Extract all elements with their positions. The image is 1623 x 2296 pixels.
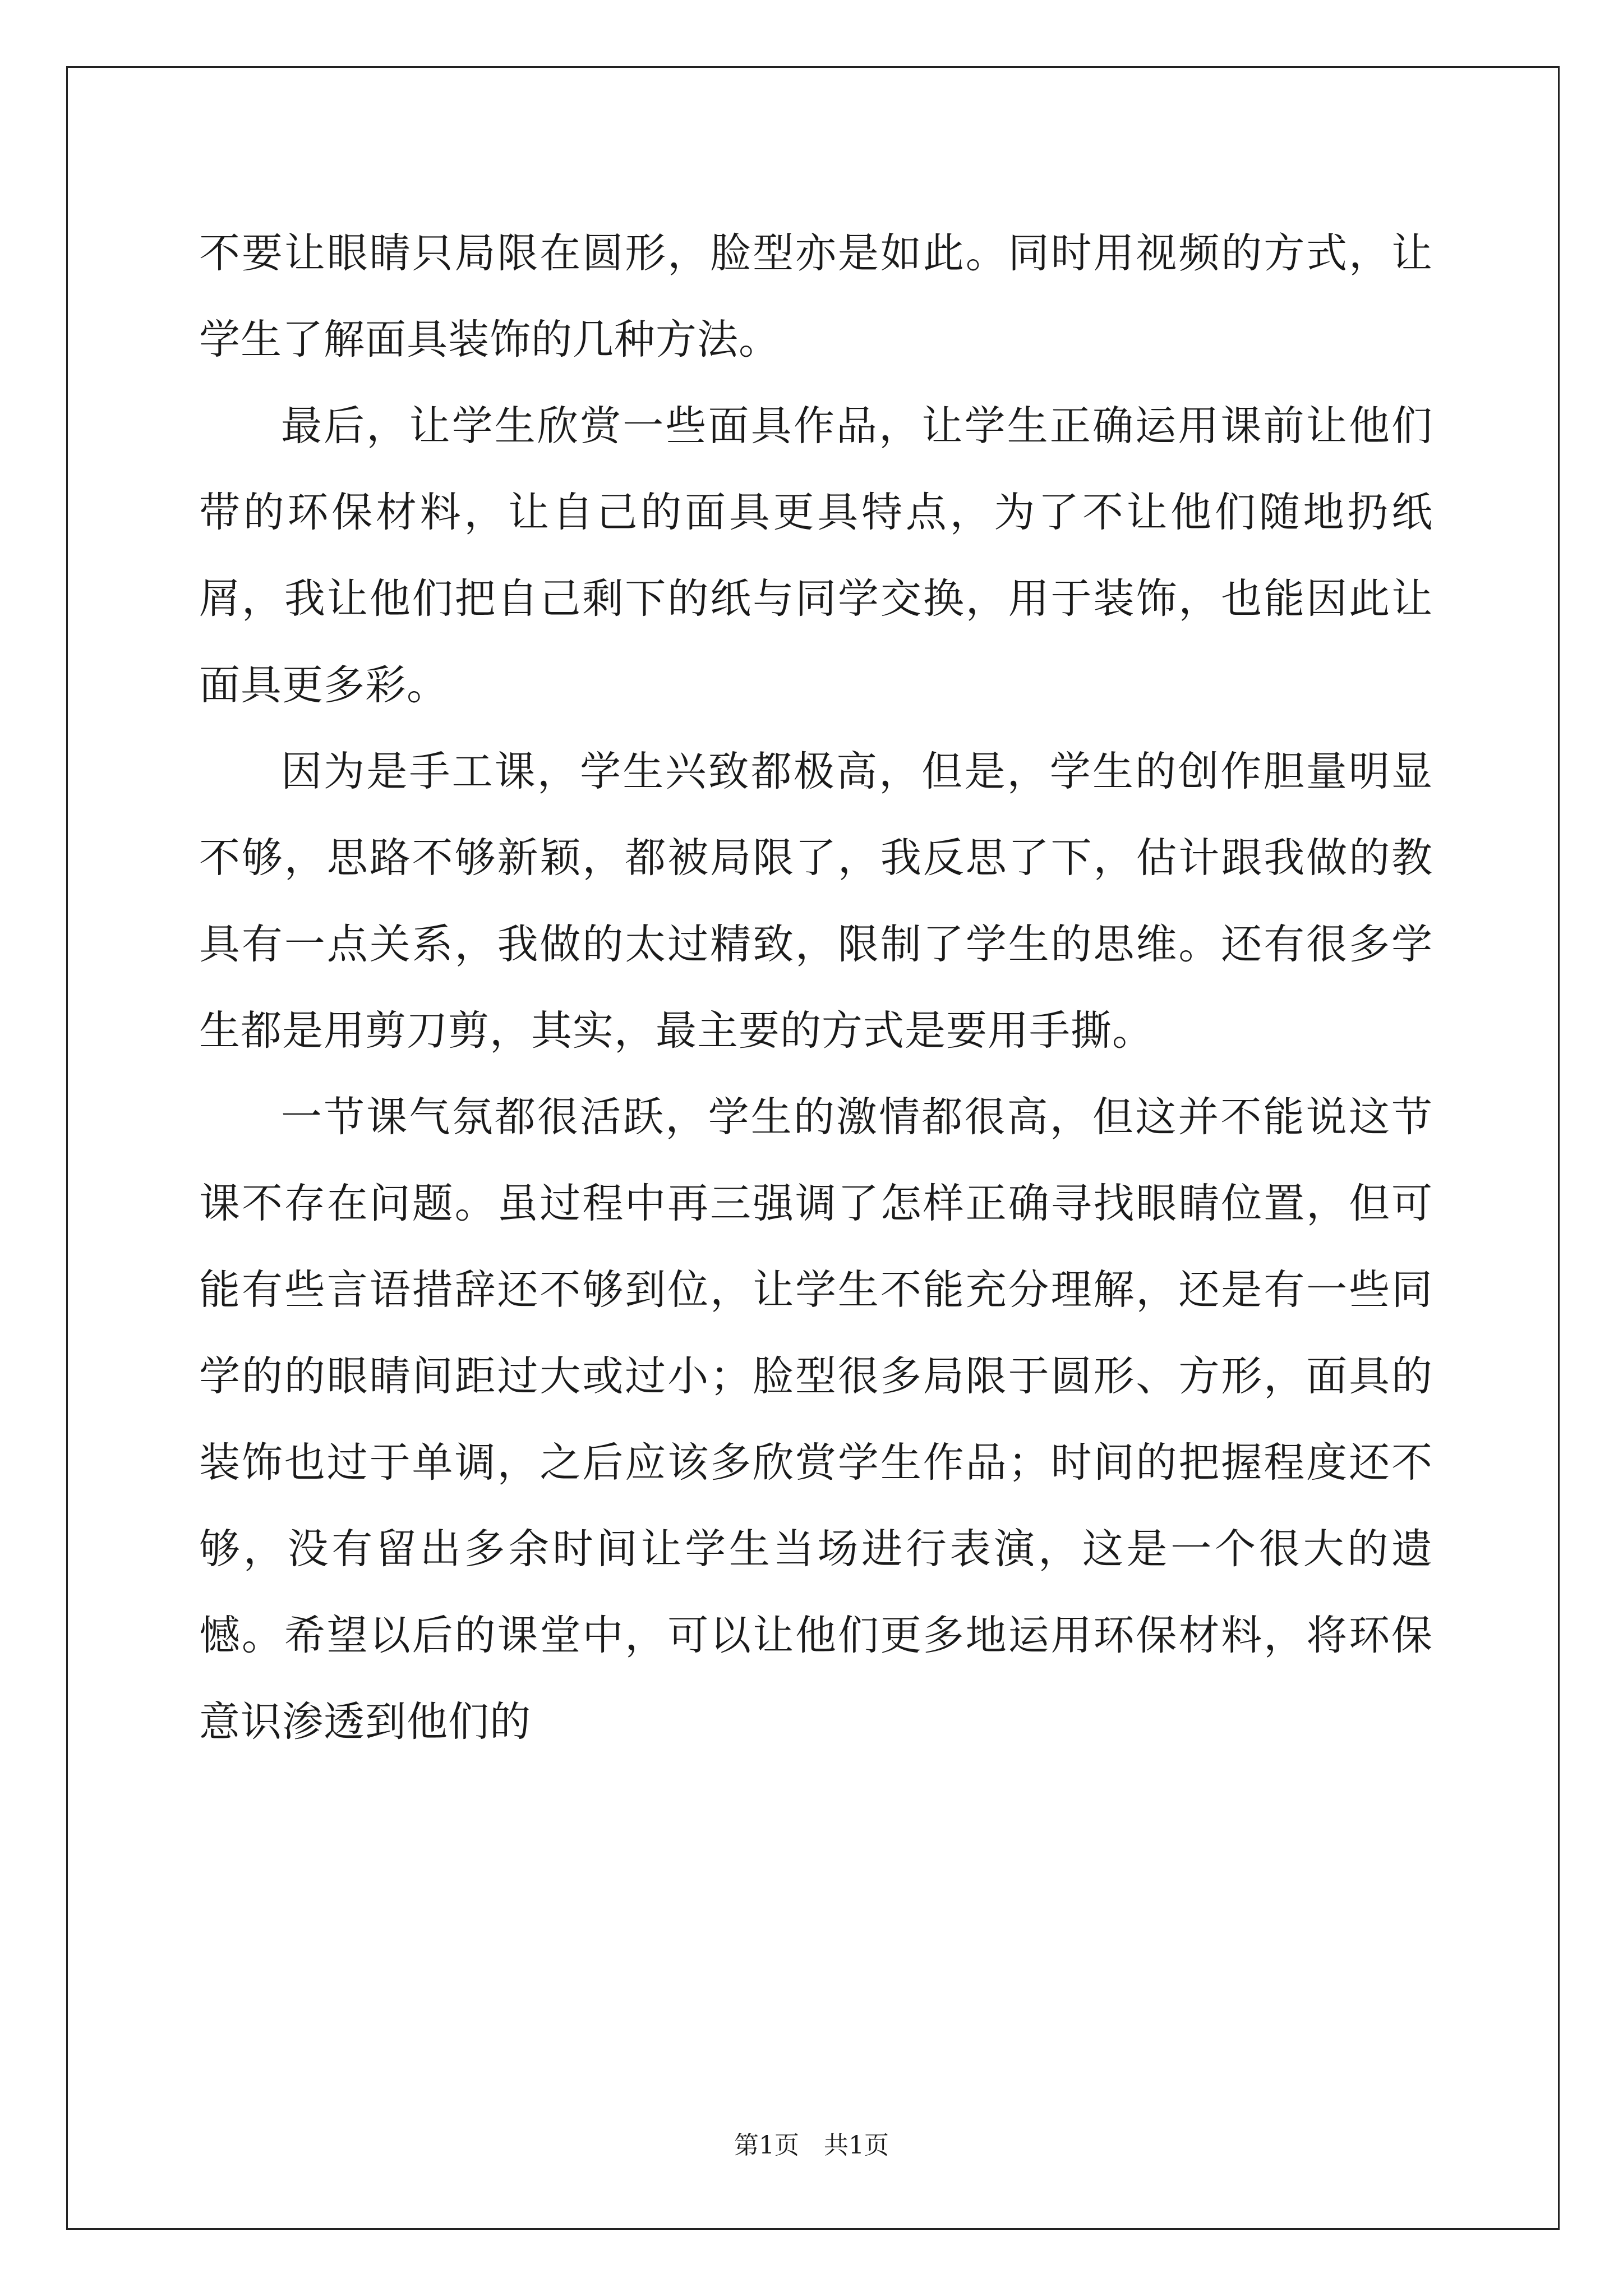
paragraph-4: 一节课气氛都很活跃，学生的激情都很高，但这并不能说这节课不存在问题。虽过程中再三强调了怎样正确寻找眼睛位置，但可能有些言语措辞还不够到位，让学生不能充分理解，还是有一些同学的的眼睛间距过大或过小；脸型很多局限于圆形、方形，面具的装饰也过于单调，之后应该多欣赏学生作品；时间的把握程度还不够，没有留出多余时间让学生当场进行表演，这是一个很大的遗憾。希望以后的课堂中，可以让他们更多地运用环保材料，将环保意识渗透到他们的 [199, 1093, 1433, 1746]
paragraph-1: 不要让眼睛只局限在圆形，脸型亦是如此。同时用视频的方式，让学生了解面具装饰的几种方法。 [199, 229, 1433, 364]
paragraph-2: 最后，让学生欣赏一些面具作品，让学生正确运用课前让他们带的环保材料，让自己的面具更具特点，为了不让他们随地扔纸屑，我让他们把自己剩下的纸与同学交换，用于装饰，也能因此让面具更多彩。 [199, 402, 1433, 709]
document-body [199, 210, 1433, 1765]
paragraph-3: 因为是手工课，学生兴致都极高，但是，学生的创作胆量明显不够，思路不够新颖，都被局限了，我反思了下，估计跟我做的教具有一点关系，我做的太过精致，限制了学生的思维。还有很多学生都是用剪刀剪，其实，最主要的方式是要用手撕。 [199, 748, 1433, 1055]
page-footer: 第1页 共1页 [734, 2131, 889, 2160]
